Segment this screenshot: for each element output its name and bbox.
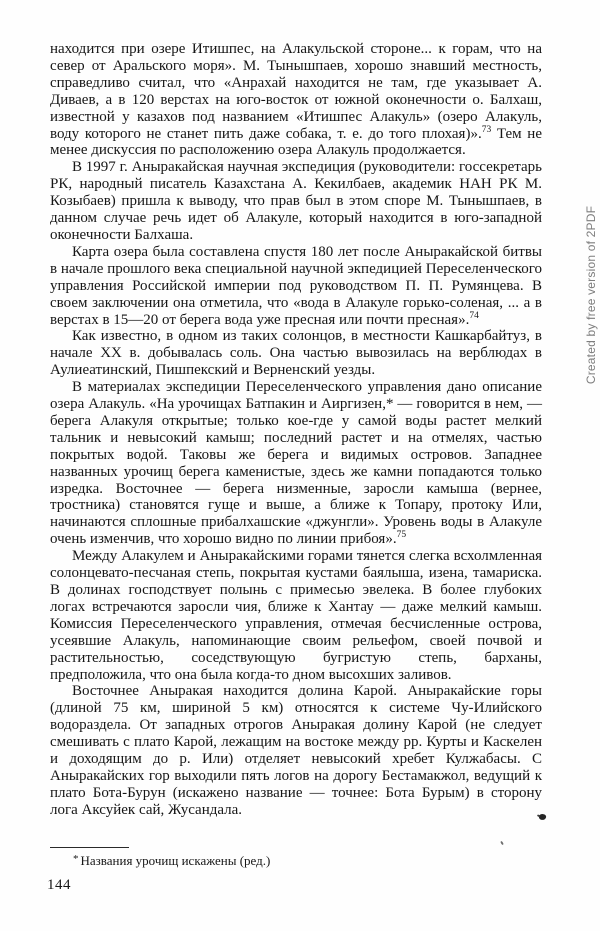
- page-number: 144: [47, 877, 71, 893]
- paragraph: [50, 548, 542, 683]
- footnote-marker: *: [73, 853, 79, 865]
- paragraph-text: Карта озера была составлена спустя 180 лет после Аныракайской битвы в начале прошлого века специальной научной экпедицией Переселенческого управления Российской империи под руководством П. П. Румянцева. В своем заключении она отметила, что «вода в Алакуле горько-соленая, ... а в верстах в 15—20 от берега вода уже пресная или почти пресная».: [50, 243, 542, 328]
- paragraph-text: Тем не менее дискуссия по расположению озера Алакуль продолжается.: [50, 125, 542, 159]
- paragraph: [50, 683, 542, 818]
- paragraph: [50, 328, 542, 379]
- footnote: [73, 852, 533, 868]
- paragraph: [50, 244, 542, 329]
- paragraph: [50, 159, 542, 244]
- paragraph-text: Восточнее Аныракая находится долина Карой. Аныракайские горы (длиной 75 км, шириной 5 км) относятся к системе Чу-Илийского водораздела. От западных отрогов Аныракая долину Карой (не следует смешивать с плато Карой, лежащим на востоке между рр. Курты и Каскелен и доходящим до р. Или) отделяет невысокий хребет Кулжабасы. С Аныракайских гор выходили пять логов на дорогу Бестамакжол, ведущий к плато Бота-Бурун (искажено название — точнее: Бота Бурым) в сторону лога Аксуйек сай, Жусандала.: [50, 683, 542, 818]
- paragraph: [50, 41, 542, 159]
- ink-speck: [500, 841, 504, 845]
- footnote-ref: 75: [396, 530, 407, 541]
- paragraph: [50, 379, 542, 548]
- paragraph-text: В материалах экспедиции Переселенческого управления дано описание озера Алакуль. «На урочищах Батпакин и Аиргизен,* — говорится в нем, — берега Алакуля открытые; только кое-где у самой воды растет мелкий тальник и невысокий камыш; последний растет и на отмелях, частью покрытых водой. Таковы же берега и видимых островов. Западнее названных урочищ берега каменистые, здесь же камни попадаются только изредка. Восточнее — берега низменные, заросли камыша (вернее, тростника) становятся гуще и выше, а ближе к Топару, протоку Или, начинаются сплошные прибалхашские «джунгли». Уровень воды в Алакуле очень изменчив, что хорошо видно по линии прибоя».: [50, 379, 542, 548]
- paragraph-text: находится при озере Итишпес, на Алакульской стороне... к горам, что на север от Аральского моря». М. Тынышпаев, хорошо знавший местность, справедливо считал, что «Анрахай находится не там, где указывает А. Диваев, а в 120 верстах на юго-восток от южной оконечности о. Балхаш, известной у казахов под названием «Итишпес Алакуль» (озеро Алакуль, воду которого не станет пить даже собака, т. е. до того плохая)».: [50, 41, 542, 142]
- footnote-ref: 74: [469, 310, 479, 321]
- footnote-text: Названия урочищ искажены (ред.): [80, 853, 271, 868]
- body-text: [50, 41, 542, 819]
- footnote-ref: 73: [481, 124, 492, 135]
- paragraph-text: В 1997 г. Аныракайская научная экспедиция (руководители: госсекретарь РК, народный писатель Казахстана А. Кекилбаев, академик НАН РК М. Козыбаев) пришла к выводу, что прав был в этом споре М. Тынышпаев, в данном случае речь идет об Алакуле, который находится в юго-западной оконечности Балхаша.: [50, 159, 542, 243]
- paragraph-text: Как известно, в одном из таких солонцов, в местности Кашкарбайтуз, в начале XX в. добывалась соль. Она частью вывозилась на верблюдах в Аулиеатинский, Пишпекский и Верненский уезды.: [50, 328, 542, 379]
- footnote-divider: [50, 847, 129, 848]
- watermark-2pdf: Created by free version of 2PDF: [584, 205, 598, 385]
- ink-speck: [538, 813, 547, 821]
- paragraph-text: Между Алакулем и Аныракайскими горами тянется слегка всхолмленная солонцевато-песчаная степь, покрытая кустами баялыша, изена, тамариска. В долинах господствует полынь с примесью эвелека. В более глубоких логах встречаются заросли чия, ближе к Хантау — даже мелкий камыш. Комиссия Переселенческого управления, отмечая бесчисленные острова, усеявшие Алакуль, напоминающие своим рельефом, своей почвой и растительностью, соседствующую бугристую степь, барханы, предположила, что она была когда-то дном высохших заливов.: [50, 548, 542, 683]
